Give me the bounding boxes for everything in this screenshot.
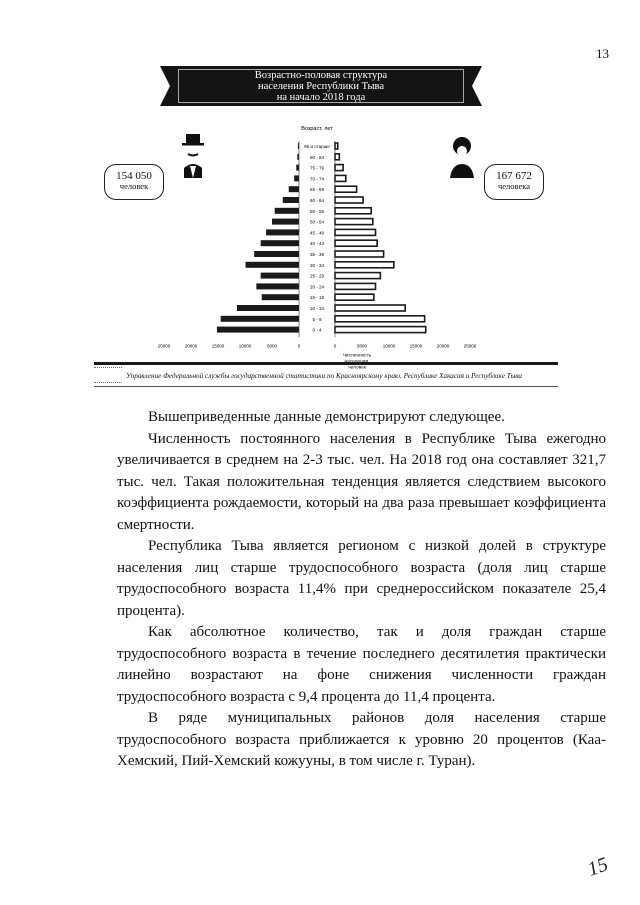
bar-men: [289, 186, 299, 192]
age-group-label: 5 - 9: [312, 316, 322, 322]
men-total-box: [104, 164, 164, 200]
population-pyramid-chart: [90, 60, 560, 371]
handwritten-page-mark: 15: [584, 853, 611, 881]
age-group-label: 40 - 44: [309, 241, 325, 247]
woman-icon: [450, 137, 474, 178]
x-tick-label-left: 10000: [238, 343, 252, 349]
bar-women: [335, 208, 371, 214]
x-tick-label-right: 20000: [436, 343, 450, 349]
bar-women: [335, 197, 363, 203]
paragraph: Республика Тыва является регионом с низкой долей в структуре населения лиц старше трудоспособного возраста (доля лиц старше трудоспособного возраста 11,4% при среднероссийском показателе 25,4 процента).: [117, 538, 606, 619]
x-tick-label-right: 0: [333, 343, 337, 349]
bar-men: [296, 165, 299, 171]
age-group-label: 25 - 29: [309, 273, 325, 279]
paragraph: Численность постоянного населения в Республике Тыва ежегодно увеличивается в среднем на 2-3 тыс. чел. На 2018 год она составляет 321,7 тыс. чел. Такая положительная тенденция является следствием высокого коэффициента рождаемости, который на два раза превышает коэффициента смертности.: [117, 430, 606, 533]
men-total: 154 050: [116, 170, 152, 182]
x-tick-label-right: 10000: [382, 343, 396, 349]
bar-men: [294, 175, 299, 181]
source-rule-top: [94, 362, 558, 365]
bar-women: [335, 154, 339, 160]
bar-men: [275, 208, 299, 214]
bar-women: [335, 294, 374, 300]
bar-men: [221, 316, 299, 322]
age-group-label: 75 - 79: [309, 165, 325, 171]
source-rule-bottom: [94, 386, 558, 387]
bar-women: [335, 219, 373, 225]
figure-title-line-2: населения Республики Тыва: [257, 81, 385, 92]
x-tick-label-left: 25000: [157, 343, 171, 349]
bar-men: [283, 197, 299, 203]
age-group-label: 50 - 54: [309, 219, 325, 225]
bar-women: [335, 316, 425, 322]
x-tick-label-right: 15000: [409, 343, 423, 349]
paragraph: Как абсолютное количество, так и доля граждан старше трудоспособного возраста в течение последнего десятилетия практически линейно возрастают на фоне снижения численности граждан трудоспособного возраста с 9,4 процента до 11,4 процента.: [117, 624, 606, 705]
page-number: 13: [596, 46, 609, 61]
paragraph: В ряде муниципальных районов доля населения старше трудоспособного возраста приближается к уровню 20 процентов (Каа-Хемский, Пий-Хемский кожууны, в том числе г. Туран).: [117, 710, 606, 769]
bar-women: [335, 327, 426, 333]
age-group-label: 35 - 39: [309, 252, 325, 257]
bar-women: [335, 283, 376, 289]
age-group-label: 80 - 84: [309, 154, 325, 160]
bar-men: [217, 327, 299, 333]
age-group-label: 65 - 69: [309, 187, 325, 193]
bar-men: [254, 251, 299, 257]
bar-women: [335, 165, 343, 171]
age-group-label: 20 - 24: [309, 284, 325, 290]
age-group-label: 55 - 59: [309, 208, 325, 214]
age-group-label: 0 - 4: [312, 327, 322, 333]
bar-women: [335, 305, 405, 311]
man-icon: [182, 134, 204, 178]
bar-women: [335, 143, 338, 149]
y-axis-title: Возраст, лет: [301, 126, 333, 132]
x-tick-label-right: 5000: [356, 343, 368, 349]
x-tick-label-left: 20000: [184, 343, 198, 349]
bar-men: [261, 240, 299, 246]
paragraph: Вышеприведенные данные демонстрируют следующее.: [148, 409, 505, 425]
x-tick-label-left: 15000: [211, 343, 225, 349]
x-tick-label-right: 25000: [463, 343, 477, 349]
body-text: [117, 407, 606, 773]
bar-women: [335, 240, 377, 246]
age-group-label: 60 - 64: [309, 198, 325, 203]
bar-men: [237, 305, 299, 311]
age-group-label: 45 - 49: [309, 230, 325, 236]
bar-men: [261, 273, 299, 279]
age-group-label: 65 и старше: [304, 144, 330, 149]
bar-women: [335, 175, 346, 181]
figure-title-line-1: Возрастно-половая структура: [254, 70, 388, 81]
age-group-label: 70 - 74: [309, 176, 325, 182]
bar-men: [266, 229, 299, 235]
women-total-label: человека: [497, 181, 531, 191]
population-pyramid-figure: [90, 60, 560, 390]
age-group-label: 30 - 34: [309, 262, 325, 268]
x-axis-title-line: Численность: [342, 353, 372, 359]
bar-women: [335, 262, 394, 268]
source-dots: [94, 367, 122, 383]
bar-women: [335, 273, 380, 279]
bar-men: [246, 262, 299, 268]
bar-men: [256, 283, 299, 289]
bar-women: [335, 186, 357, 192]
bar-men: [272, 219, 299, 225]
figure-title-line-3: на начало 2018 года: [276, 92, 366, 103]
bar-men: [262, 294, 299, 300]
x-tick-label-left: 5000: [266, 343, 278, 349]
age-group-label: 15 - 19: [309, 295, 325, 301]
women-total-box: [484, 164, 544, 200]
men-total-label: человек: [119, 181, 149, 191]
x-tick-label-left: 0: [297, 343, 301, 349]
bar-women: [335, 229, 376, 235]
age-group-label: 10 - 14: [309, 306, 325, 311]
x-axis-title-line: человек: [348, 365, 366, 371]
women-total: 167 672: [496, 170, 532, 182]
figure-source: Управление Федеральной службы государственной статистики по Красноярскому краю, Республике Хакасия и Республике Тыва: [126, 372, 522, 380]
bar-women: [335, 251, 384, 257]
